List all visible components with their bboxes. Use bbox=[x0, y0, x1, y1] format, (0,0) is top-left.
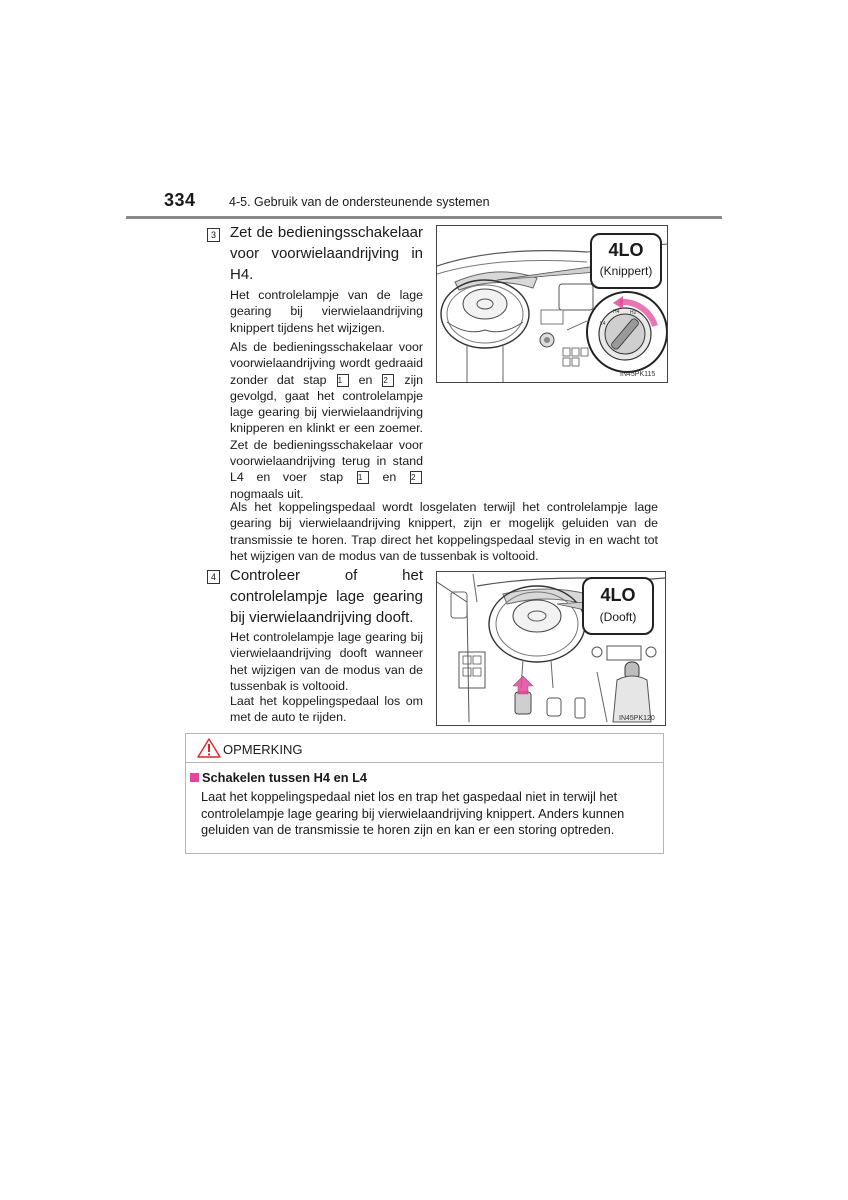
step-number-3: 3 bbox=[207, 228, 220, 242]
notice-subheading: Schakelen tussen H4 en L4 bbox=[190, 770, 367, 785]
header-rule bbox=[126, 216, 722, 219]
step-number-4: 4 bbox=[207, 570, 220, 584]
figure-code: IN45PK120 bbox=[619, 715, 655, 722]
knob-label-h2: H2 bbox=[630, 310, 637, 316]
step-ref-1: 1 bbox=[337, 374, 349, 387]
notice-separator bbox=[185, 762, 663, 763]
step-4-para-1: Het controlelampje lage gearing bij vierwielaandrijving dooft wanneer het wijzigen van de modus van de tussenbak is voltooid. bbox=[230, 630, 423, 693]
warning-icon bbox=[197, 738, 221, 758]
figure-code: IN45PK115 bbox=[620, 371, 656, 378]
callout-blink-label: (Knippert) bbox=[599, 264, 653, 278]
step-ref-1b: 1 bbox=[357, 471, 369, 484]
callout-off-label: (Dooft) bbox=[599, 610, 637, 624]
knob-label-l4: L4 bbox=[600, 321, 606, 327]
step-3-para-2: Als de bedieningsschakelaar voor voorwielaandrijving wordt gedraaid zonder dat stap 1 en 2 zijn gevolgd, gaat het controlelampje lage gearing bij vierwielaandrijving knipperen en klinkt er een zoemer. Zet de bedieningsschakelaar voor voorwielaandrijving terug in stand L4 en voer stap 1 en 2 nogmaals uit. bbox=[230, 340, 423, 501]
step-ref-2b: 2 bbox=[410, 471, 422, 484]
notice-heading-label: OPMERKING bbox=[223, 742, 303, 757]
step-3-para-3: Als het koppelingspedaal wordt losgelaten terwijl het controlelampje lage gearing bij vierwielaandrijving knippert, zijn er mogelijk geluiden van de transmissie te horen. Trap direct het koppelingspedaal stevig in en wacht tot het wijzigen van de modus van de tussenbak is voltooid. bbox=[230, 500, 658, 563]
notice-heading bbox=[197, 738, 302, 758]
callout-4lo-label: 4LO bbox=[600, 585, 636, 605]
knob-label-h4: H4 bbox=[613, 309, 620, 315]
step-3-para-1: Het controlelampje van de lage gearing bij vierwielaandrijving knippert tijdens het wijzigen. bbox=[230, 288, 423, 335]
step-ref-2: 2 bbox=[382, 374, 394, 387]
figure-4lo-blinking bbox=[436, 225, 668, 383]
step-4-para-2: Laat het koppelingspedaal los om met de auto te rijden. bbox=[230, 694, 423, 725]
callout-4lo-label: 4LO bbox=[608, 240, 644, 260]
step-4-title: Controleer of het controlelampje lage gearing bij vierwielaandrijving dooft. bbox=[230, 567, 423, 626]
figure-4lo-off bbox=[436, 571, 666, 726]
pink-square-icon bbox=[190, 773, 199, 782]
page-number: 334 bbox=[164, 190, 196, 210]
step-3-title: Zet de bedieningsschakelaar voor voorwielaandrijving in H4. bbox=[230, 224, 423, 283]
notice-body: Laat het koppelingspedaal niet los en trap het gaspedaal niet in terwijl het controlelampje lage gearing bij vierwielaandrijving knippert. Anders kunnen geluiden van de transmissie te horen zijn en kan er een storing optreden. bbox=[201, 789, 625, 838]
section-title: 4-5. Gebruik van de ondersteunende systemen bbox=[229, 195, 490, 209]
